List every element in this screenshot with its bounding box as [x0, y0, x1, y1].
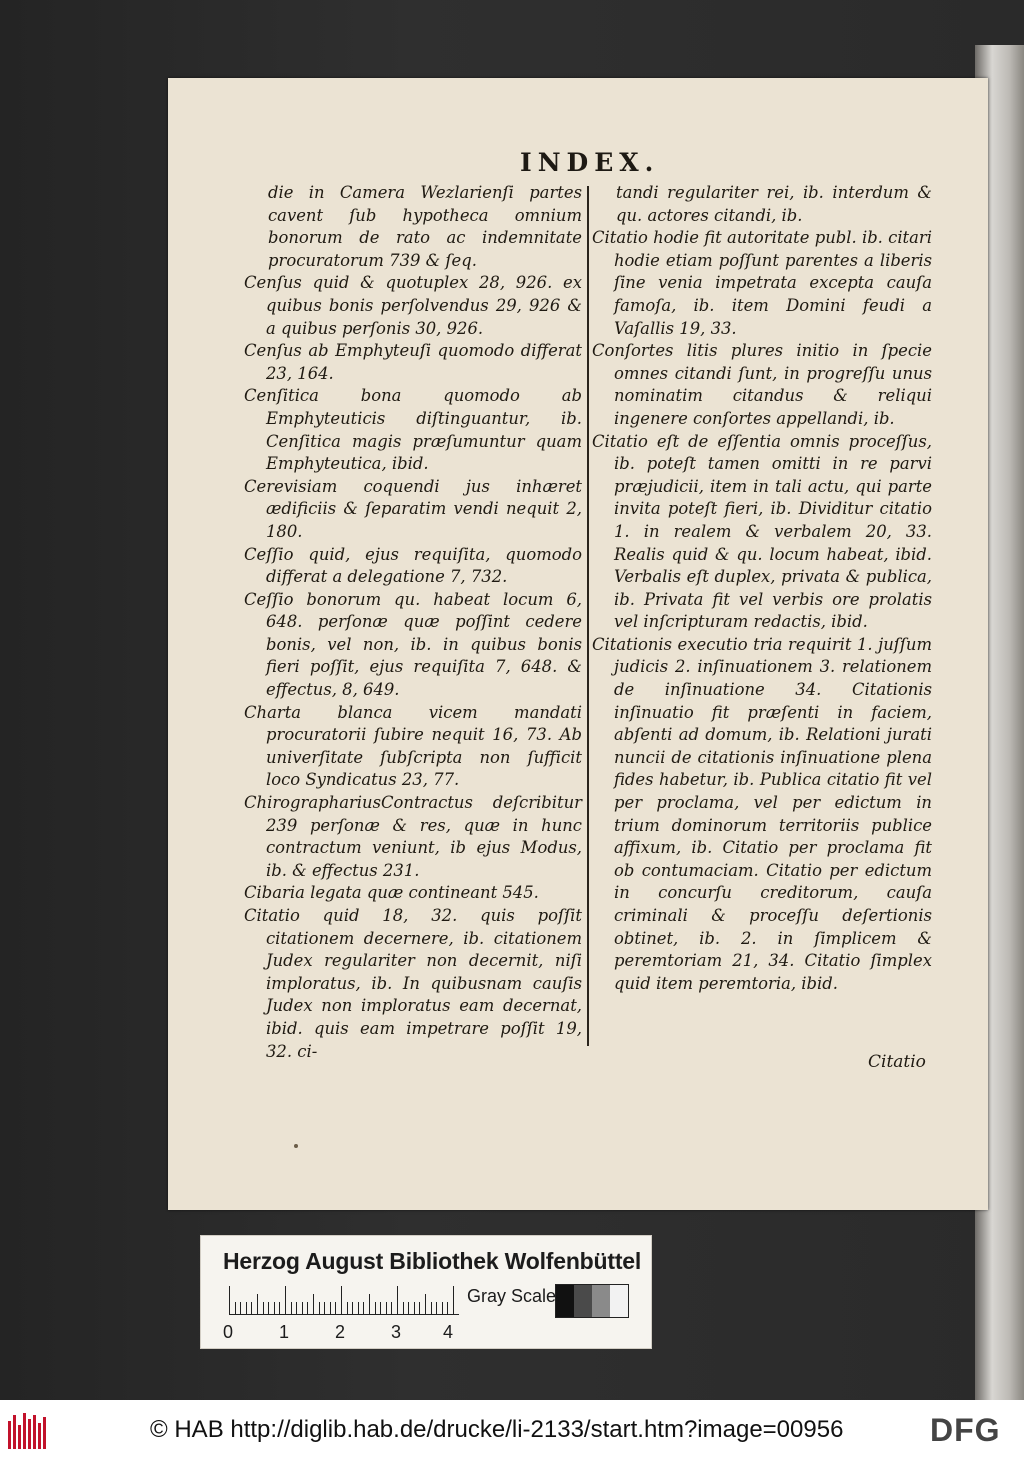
ruler-tick [307, 1302, 308, 1314]
ruler-tick [442, 1302, 443, 1314]
index-entry: Conſortes litis plures initio in ſpecie omnes citandi ſunt, in progreſſu unus nominatim citandus & reliqui ingenere conſortes appellandi, ib. [592, 341, 932, 428]
ruler-tick [268, 1302, 269, 1314]
index-entry: Cibaria legata quæ contineant 545. [244, 883, 539, 903]
color-reference-card [200, 1235, 652, 1349]
ruler-tick [386, 1302, 387, 1314]
ruler-tick [263, 1302, 264, 1314]
ruler-tick [414, 1302, 415, 1314]
index-entry: Cenſus quid & quotuplex 28, 926. ex quibus bonis perſolvendus 29, 926 & a quibus perſonis 30, 926. [244, 273, 582, 338]
ruler-tick [279, 1302, 280, 1314]
column-rule [587, 186, 589, 1046]
ruler-number: 1 [279, 1322, 290, 1342]
ruler-number: 0 [223, 1322, 234, 1342]
ruler-tick [375, 1302, 376, 1314]
index-entry: Citationis executio tria requirit 1. juſſum judicis 2. inſinuationem 3. relationem de inſinuatione 34. Citationis inſinuatio fit præſenti in faciem, abſenti ad domum, ib. Relationi jurati nuncii de citationis inſinuatione plena fides habetur, ib. Publica citatio fit vel per proclama, vel per edictum in trium dominorum territoriis publice affixum, ib. Citatio per proclama fit ob contumaciam. Citatio per edictum in concurſu creditorum, cauſa criminali & proceſſu deſertionis obtinet, ib. 2. in ſimplicem & peremtoriam 21, 34. Citatio ſimplex quid item peremtoria, ibid. [592, 634, 932, 993]
paper-speck [294, 1144, 298, 1148]
ruler-tick [229, 1286, 230, 1314]
ruler-tick [347, 1302, 348, 1314]
ruler-tick [324, 1302, 325, 1314]
left-column [244, 182, 582, 1063]
footer-bar [0, 1400, 1024, 1461]
ruler-tick [380, 1302, 381, 1314]
ruler-tick [235, 1302, 236, 1314]
ruler-tick [369, 1294, 370, 1314]
index-entry: Citatio eſt de eſſentia omnis proceſſus, ib. poteſt tamen omitti in re parvi præjudicii, item in tali actu, qui parte invita poteſt fieri, ib. Dividitur citatio 1. in realem & verbalem 20, 33. Realis quid & qu. locum habeat, ibid. Verbalis eſt duplex, privata & publica, ib. Privata fit vel verbis ore prolatis vel inſcripturam redactis, ibid. [592, 431, 932, 632]
index-entry: Cerevisiam coquendi jus inhæret ædificiis & ſeparatim vendi nequit 2, 180. [244, 476, 582, 541]
gray-swatch [592, 1285, 610, 1317]
dfg-logo: DFG [930, 1412, 1001, 1448]
ruler-tick [436, 1302, 437, 1314]
ruler-tick [419, 1302, 420, 1314]
ruler-tick [352, 1302, 353, 1314]
ruler-tick [363, 1302, 364, 1314]
ruler-tick [313, 1294, 314, 1314]
index-entry: ChirographariusContractus deſcribitur 239 perſonæ & res, quæ in hunc contractum veniunt, ib ejus Modus, ib. & effectus 231. [244, 793, 582, 880]
ruler-tick [358, 1302, 359, 1314]
index-entry: Ceſſio bonorum qu. habeat locum 6, 648. perſonæ quæ poſſint cedere bonis, vel non, ib. in quibus bonis fieri poſſit, ejus requiſita 7, 648. & effectus, 8, 649. [244, 589, 582, 700]
measurement-ruler [229, 1286, 459, 1315]
gray-scale-label: Gray Scale [467, 1286, 557, 1306]
index-entry: Ceſſio quid, ejus requiſita, quomodo differat a delegatione 7, 732. [244, 544, 582, 587]
index-entry: die in Camera Wezlarienſi partes cavent ſub hypotheca omnium bonorum de rato ac indemnitate procuratorum 739 & ſeq. [268, 183, 582, 270]
ruler-tick [447, 1302, 448, 1314]
ruler-number: 4 [443, 1322, 454, 1342]
index-entry: Charta blanca vicem mandati procuratorii ſubire nequit 16, 73. Ab univerſitate ſubſcripta non ſufficit loco Syndicatus 23, 77. [244, 702, 582, 790]
ruler-tick [302, 1302, 303, 1314]
ruler-tick [274, 1302, 275, 1314]
ruler-tick [431, 1302, 432, 1314]
ruler-tick [240, 1302, 241, 1314]
gray-scale-swatches [555, 1284, 629, 1318]
source-url-link[interactable]: © HAB http://diglib.hab.de/drucke/li-2133/start.htm?image=00956 [150, 1416, 844, 1443]
ruler-number: 2 [335, 1322, 346, 1342]
ruler-tick [285, 1286, 286, 1314]
ruler-tick [335, 1302, 336, 1314]
ruler-tick [391, 1302, 392, 1314]
catchword: Citatio [868, 1052, 926, 1072]
right-column [592, 182, 932, 995]
ruler-number: 3 [391, 1322, 402, 1342]
ruler-tick [453, 1286, 454, 1314]
gray-swatch [610, 1285, 628, 1317]
ruler-tick [296, 1302, 297, 1314]
ruler-tick [257, 1294, 258, 1314]
ruler-tick [397, 1286, 398, 1314]
index-entry: tandi regulariter rei, ib. interdum & qu. actores citandi, ib. [616, 183, 932, 225]
index-entry: Cenſus ab Emphyteuſi quomodo differat 23, 164. [244, 341, 582, 383]
gray-swatch [556, 1285, 574, 1317]
ruler-tick [319, 1302, 320, 1314]
ruler-tick [251, 1302, 252, 1314]
ruler-tick [425, 1294, 426, 1314]
ruler-tick [408, 1302, 409, 1314]
running-head: INDEX. [520, 148, 660, 177]
ruler-tick [403, 1302, 404, 1314]
index-entry: Citatio hodie fit autoritate publ. ib. citari hodie etiam poſſunt parentes a liberis ſine venia impetrata excepta cauſa famoſa, ib. item Domini feudi a Vaſallis 19, 33. [592, 228, 932, 338]
index-entry: Citatio quid 18, 32. quis poſſit citationem decernere, ib. citationem Judex regulariter non decernit, niſi imploratus, ib. In quibusnam cauſis Judex non imploratus eam decernat, ibid. quis eam impetrare poſſit 19, 32. ci- [244, 906, 582, 1061]
ruler-tick [291, 1302, 292, 1314]
ruler-tick [246, 1302, 247, 1314]
card-title: Herzog August Bibliothek Wolfenbüttel [223, 1248, 642, 1274]
ruler-tick [330, 1302, 331, 1314]
gray-swatch [574, 1285, 592, 1317]
index-entry: Cenſitica bona quomodo ab Emphyteuticis diſtinguantur, ib. Cenſitica magis præſumuntur quam Emphyteutica, ibid. [244, 386, 582, 474]
ruler-tick [341, 1286, 342, 1314]
hab-logo-icon [8, 1413, 48, 1449]
